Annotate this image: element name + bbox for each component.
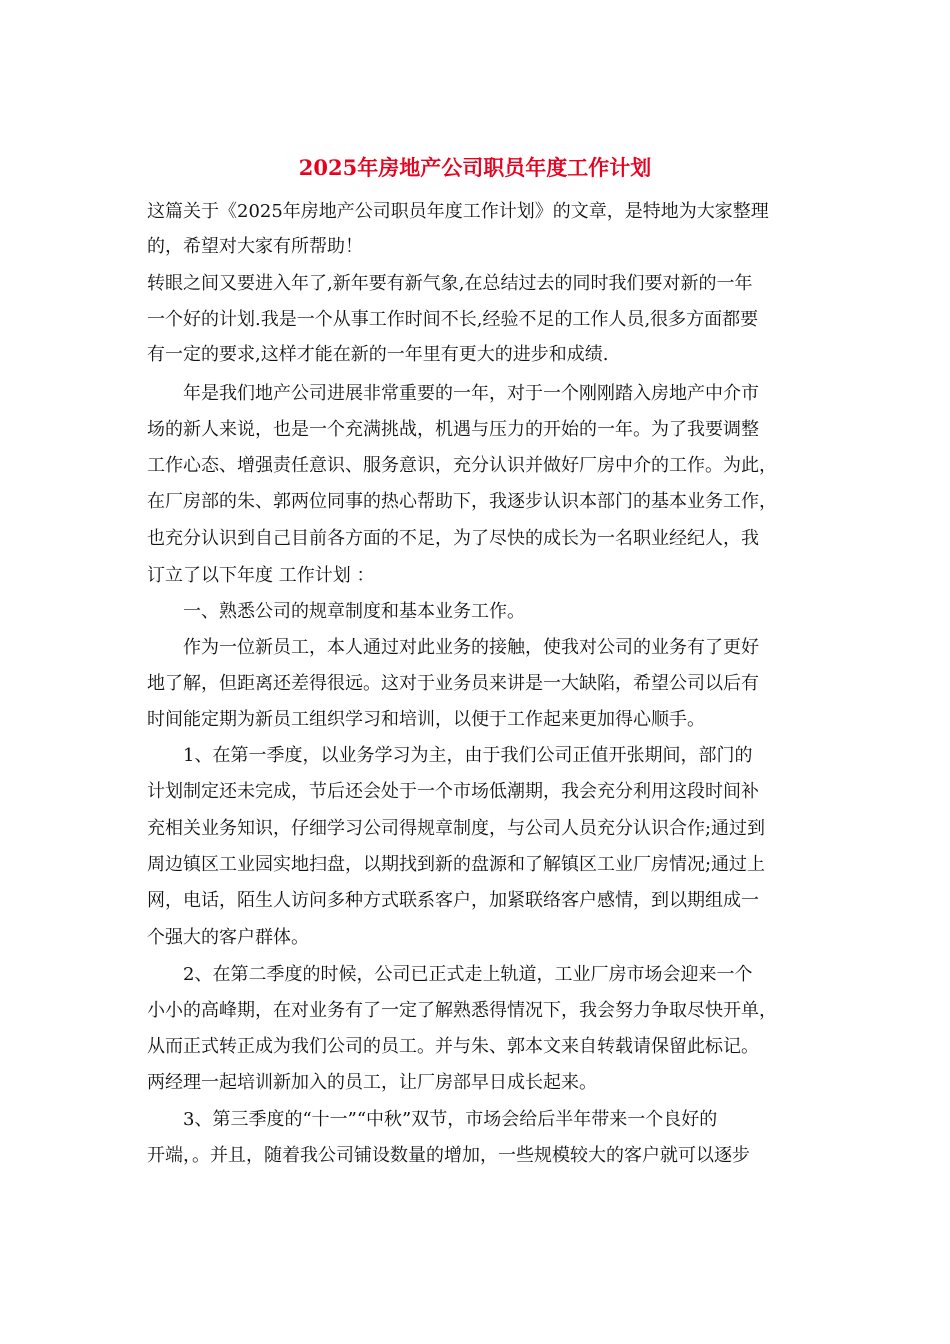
text-line: 转眼之间又要进入年了,新年要有新气象,在总结过去的同时我们要对新的一年 (147, 273, 753, 294)
text-line: 的，希望对大家有所帮助！ (147, 236, 363, 257)
text-line: 周边镇区工业园实地扫盘，以期找到新的盘源和了解镇区工业厂房情况;通过上 (147, 854, 766, 875)
text-line: 地了解，但距离还差得很远。这对于业务员来讲是一大缺陷，希望公司以后有 (147, 673, 759, 694)
text-line: 3、第三季度的“十一”“中秋”双节，市场会给后半年带来一个良好的 (147, 1109, 718, 1130)
text-line: 从而正式转正成为我们公司的员工。并与朱、郭本文来自转载请保留此标记。 (147, 1036, 759, 1057)
text-line: 1、在第一季度，以业务学习为主，由于我们公司正值开张期间，部门的 (147, 745, 753, 766)
document-title: 2025年房地产公司职员年度工作计划 (298, 155, 652, 180)
text-line: 两经理一起培训新加入的员工，让厂房部早日成长起来。 (147, 1072, 597, 1093)
text-line: 计划制定还未完成，节后还会处于一个市场低潮期，我会充分利用这段时间补 (147, 781, 759, 802)
text-line: 有一定的要求,这样才能在新的一年里有更大的进步和成绩. (147, 344, 609, 365)
text-line: 网，电话，陌生人访问多种方式联系客户，加紧联络客户感情，到以期组成一 (147, 890, 759, 911)
text-line: 小小的高峰期，在对业务有了一定了解熟悉得情况下，我会努力争取尽快开单， (147, 1000, 777, 1021)
text-line: 一、熟悉公司的规章制度和基本业务工作。 (147, 601, 525, 622)
text-line: 在厂房部的朱、郭两位同事的热心帮助下，我逐步认识本部门的基本业务工作， (147, 491, 777, 512)
text-line: 场的新人来说，也是一个充满挑战，机遇与压力的开始的一年。为了我要调整 (147, 419, 759, 440)
text-line: 时间能定期为新员工组织学习和培训，以便于工作起来更加得心顺手。 (147, 709, 705, 730)
text-line: 个强大的客户群体。 (147, 927, 309, 948)
text-line: 2、在第二季度的时候，公司已正式走上轨道，工业厂房市场会迎来一个 (147, 964, 753, 985)
text-line: 作为一位新员工，本人通过对此业务的接触，使我对公司的业务有了更好 (147, 637, 759, 658)
text-line: 年是我们地产公司进展非常重要的一年，对于一个刚刚踏入房地产中介市 (147, 383, 759, 404)
text-line: 一个好的计划.我是一个从事工作时间不长,经验不足的工作人员,很多方面都要 (147, 309, 759, 330)
text-line: 也充分认识到自己目前各方面的不足，为了尽快的成长为一名职业经纪人，我 (147, 528, 759, 549)
text-line: 充相关业务知识，仔细学习公司得规章制度，与公司人员充分认识合作;通过到 (147, 818, 766, 839)
text-line: 订立了以下年度 工作计划 ： (147, 565, 375, 586)
text-line: 开端，。并且，随着我公司铺设数量的增加，一些规模较大的客户就可以逐步 (147, 1145, 750, 1166)
text-line: 这篇关于《2025年房地产公司职员年度工作计划》的文章，是特地为大家整理 (147, 201, 769, 222)
text-line: 工作心态、增强责任意识、服务意识，充分认识并做好厂房中介的工作。为此， (147, 455, 777, 476)
